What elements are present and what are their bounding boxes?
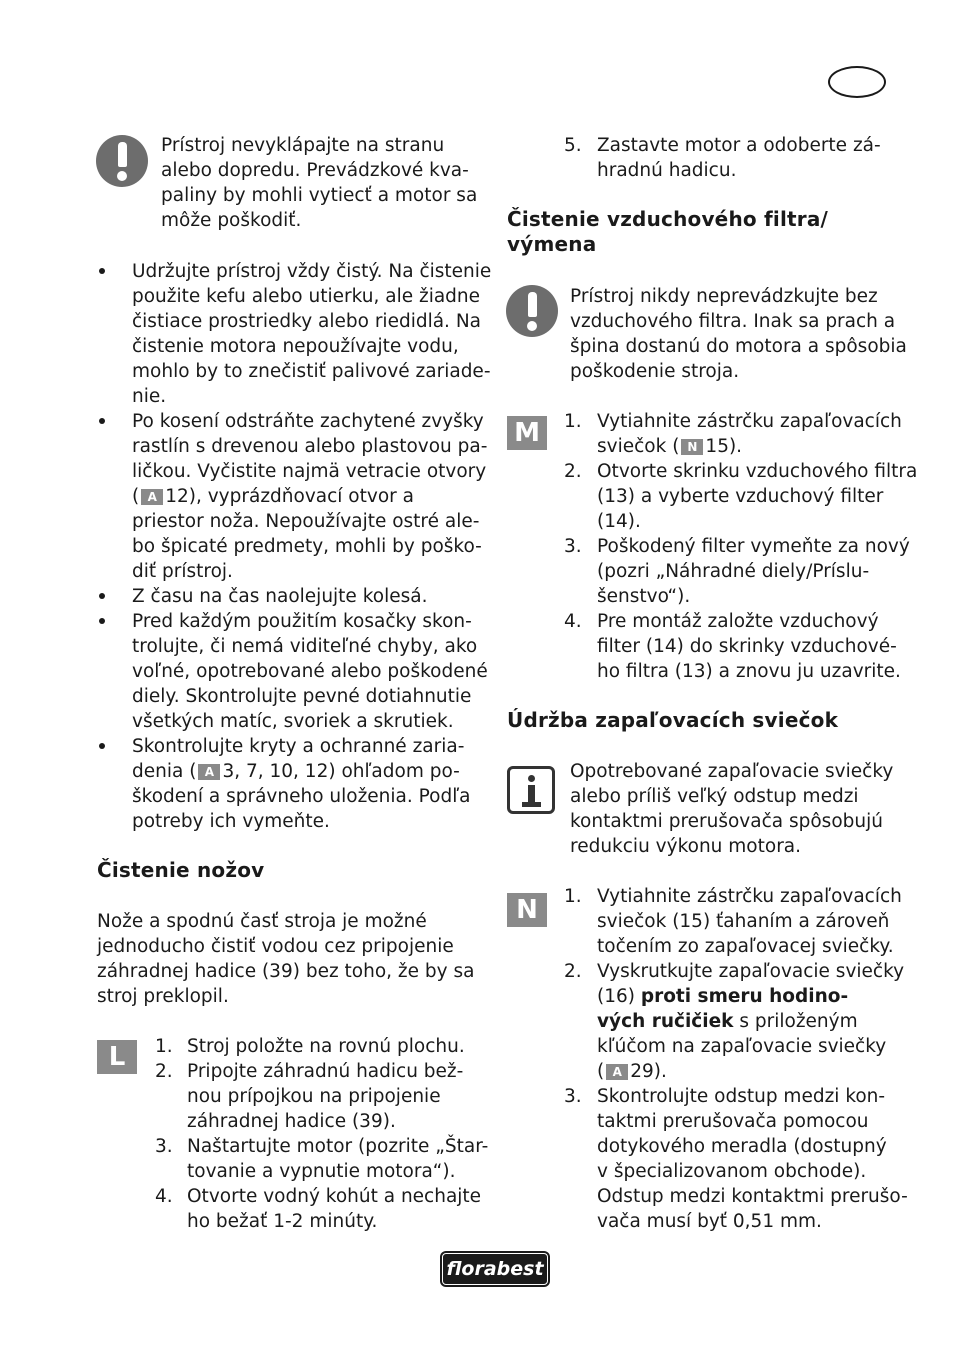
bullet-check: Pred každým použitím kosačky skon- trolujte, či nemá viditeľné chyby, ako voľné, opotrebované alebo poškodené diely. Skontrolujte pevné dotiahnutie všetkých matíc, svoriek a skrutiek. — [132, 611, 488, 732]
bullet-oil-wheels: Z času na čas naolejujte kolesá. — [132, 586, 428, 607]
figure-a-badge: A — [606, 1064, 628, 1080]
step-5: Zastavte motor a odoberte zá- hradnú hadicu. — [597, 135, 881, 181]
figure-a-badge: A — [198, 764, 220, 780]
info-text: Opotrebované zapaľovacie sviečky alebo príliš veľký odstup medzi kontaktmi prerušovača spôsobujú redukciu výkonu motora. — [570, 761, 894, 857]
warning-icon — [506, 285, 558, 337]
florabest-logo: florabest — [440, 1251, 550, 1287]
step-m-4: Pre montáž založte vzduchový filter (14) do skrinky vzduchové- ho filtra (13) a znovu ju uzavrite. — [597, 611, 901, 682]
step-n-3: Skontrolujte odstup medzi kon- taktmi prerušovača pomocou dotykového meradla (dostupný v špecializovanom obchode). Odstup medzi kontaktmi prerušo- vača musí byť 0,51 mm. — [597, 1086, 908, 1232]
bullet-clean: Udržujte prístroj vždy čistý. Na čistenie použite kefu alebo utierku, ale žiadne čistiace prostriedky alebo riedidlá. Na čistenie motora nepoužívajte vodu, mohlo by to znečistiť palivové zariade- nie. — [132, 261, 492, 407]
step-n-2: Vyskrutkujte zapaľovacie sviečky (16) proti smeru hodino- vých ručičiek s priloženým kľúčom na zapaľovacie sviečky ( A 29). — [597, 961, 905, 1082]
marker-n: N — [507, 893, 547, 927]
language-indicator — [828, 66, 886, 98]
bullet-remove-residue: Po kosení odstráňte zachytené zvyšky rastlín s drevenou alebo plastovou pa- ličkou. Vyčistite najmä vetracie otvory ( A 12), vyprázdňovací otvor a priestor noža. Nepoužívajte ostré ale- bo špicaté predmety, mohli by poško- diť prístroj. — [132, 411, 488, 582]
paragraph-blade-cleaning: Nože a spodnú časť stroja je možné jednoducho čistiť vodou cez pripojenie záhradnej hadice (39) bez toho, že by sa stroj preklopil. — [97, 911, 475, 1007]
bullet-covers: Skontrolujte kryty a ochranné zaria- denia ( A 3, 7, 10, 12) ohľadom po- škodení a správneho uloženia. Podľa potreby ich vymeňte. — [132, 736, 471, 832]
figure-n-badge: N — [681, 439, 703, 455]
step-l-4: Otvorte vodný kohút a nechajte ho bežať 1-2 minúty. — [187, 1186, 482, 1232]
heading-spark-plugs: Údržba zapaľovacích sviečok — [507, 708, 839, 732]
warning-icon — [96, 135, 148, 187]
heading-blade-cleaning: Čistenie nožov — [97, 858, 265, 882]
step-n-1: Vytiahnite zástrčku zapaľovacích sviečok (15) ťahaním a zároveň točením zo zapaľovacej sviečky. — [597, 886, 902, 957]
step-m-2: Otvorte skrinku vzduchového filtra (13) a vyberte vzduchový filter (14). — [597, 461, 918, 532]
info-icon — [507, 766, 555, 814]
heading-air-filter: Čistenie vzduchového filtra/ výmena — [507, 207, 829, 256]
step-l-3: Naštartujte motor (pozrite „Štar- tovanie a vypnutie motora“). — [187, 1136, 489, 1182]
figure-a-badge: A — [141, 489, 163, 505]
marker-l: L — [97, 1040, 137, 1074]
step-m-3: Poškodený filter vymeňte za nový (pozri „Náhradné diely/Príslu- šenstvo“). — [597, 536, 910, 607]
marker-m: M — [507, 416, 547, 450]
step-l-1: Stroj položte na rovnú plochu. — [187, 1036, 465, 1057]
step-l-2: Pripojte záhradnú hadicu bež- nou prípojkou na pripojenie záhradnej hadice (39). — [187, 1061, 464, 1132]
step-m-1: Vytiahnite zástrčku zapaľovacích sviečok ( N 15). — [597, 411, 902, 457]
warning-text-filter: Prístroj nikdy neprevádzkujte bez vzduchového filtra. Inak sa prach a špina dostanú do motora a spôsobia poškodenie stroja. — [570, 286, 907, 382]
warning-text-tilt: Prístroj nevyklápajte na stranu alebo dopredu. Prevádzkové kva- paliny by mohli vytiecť a motor sa môže poškodiť. — [161, 135, 478, 231]
